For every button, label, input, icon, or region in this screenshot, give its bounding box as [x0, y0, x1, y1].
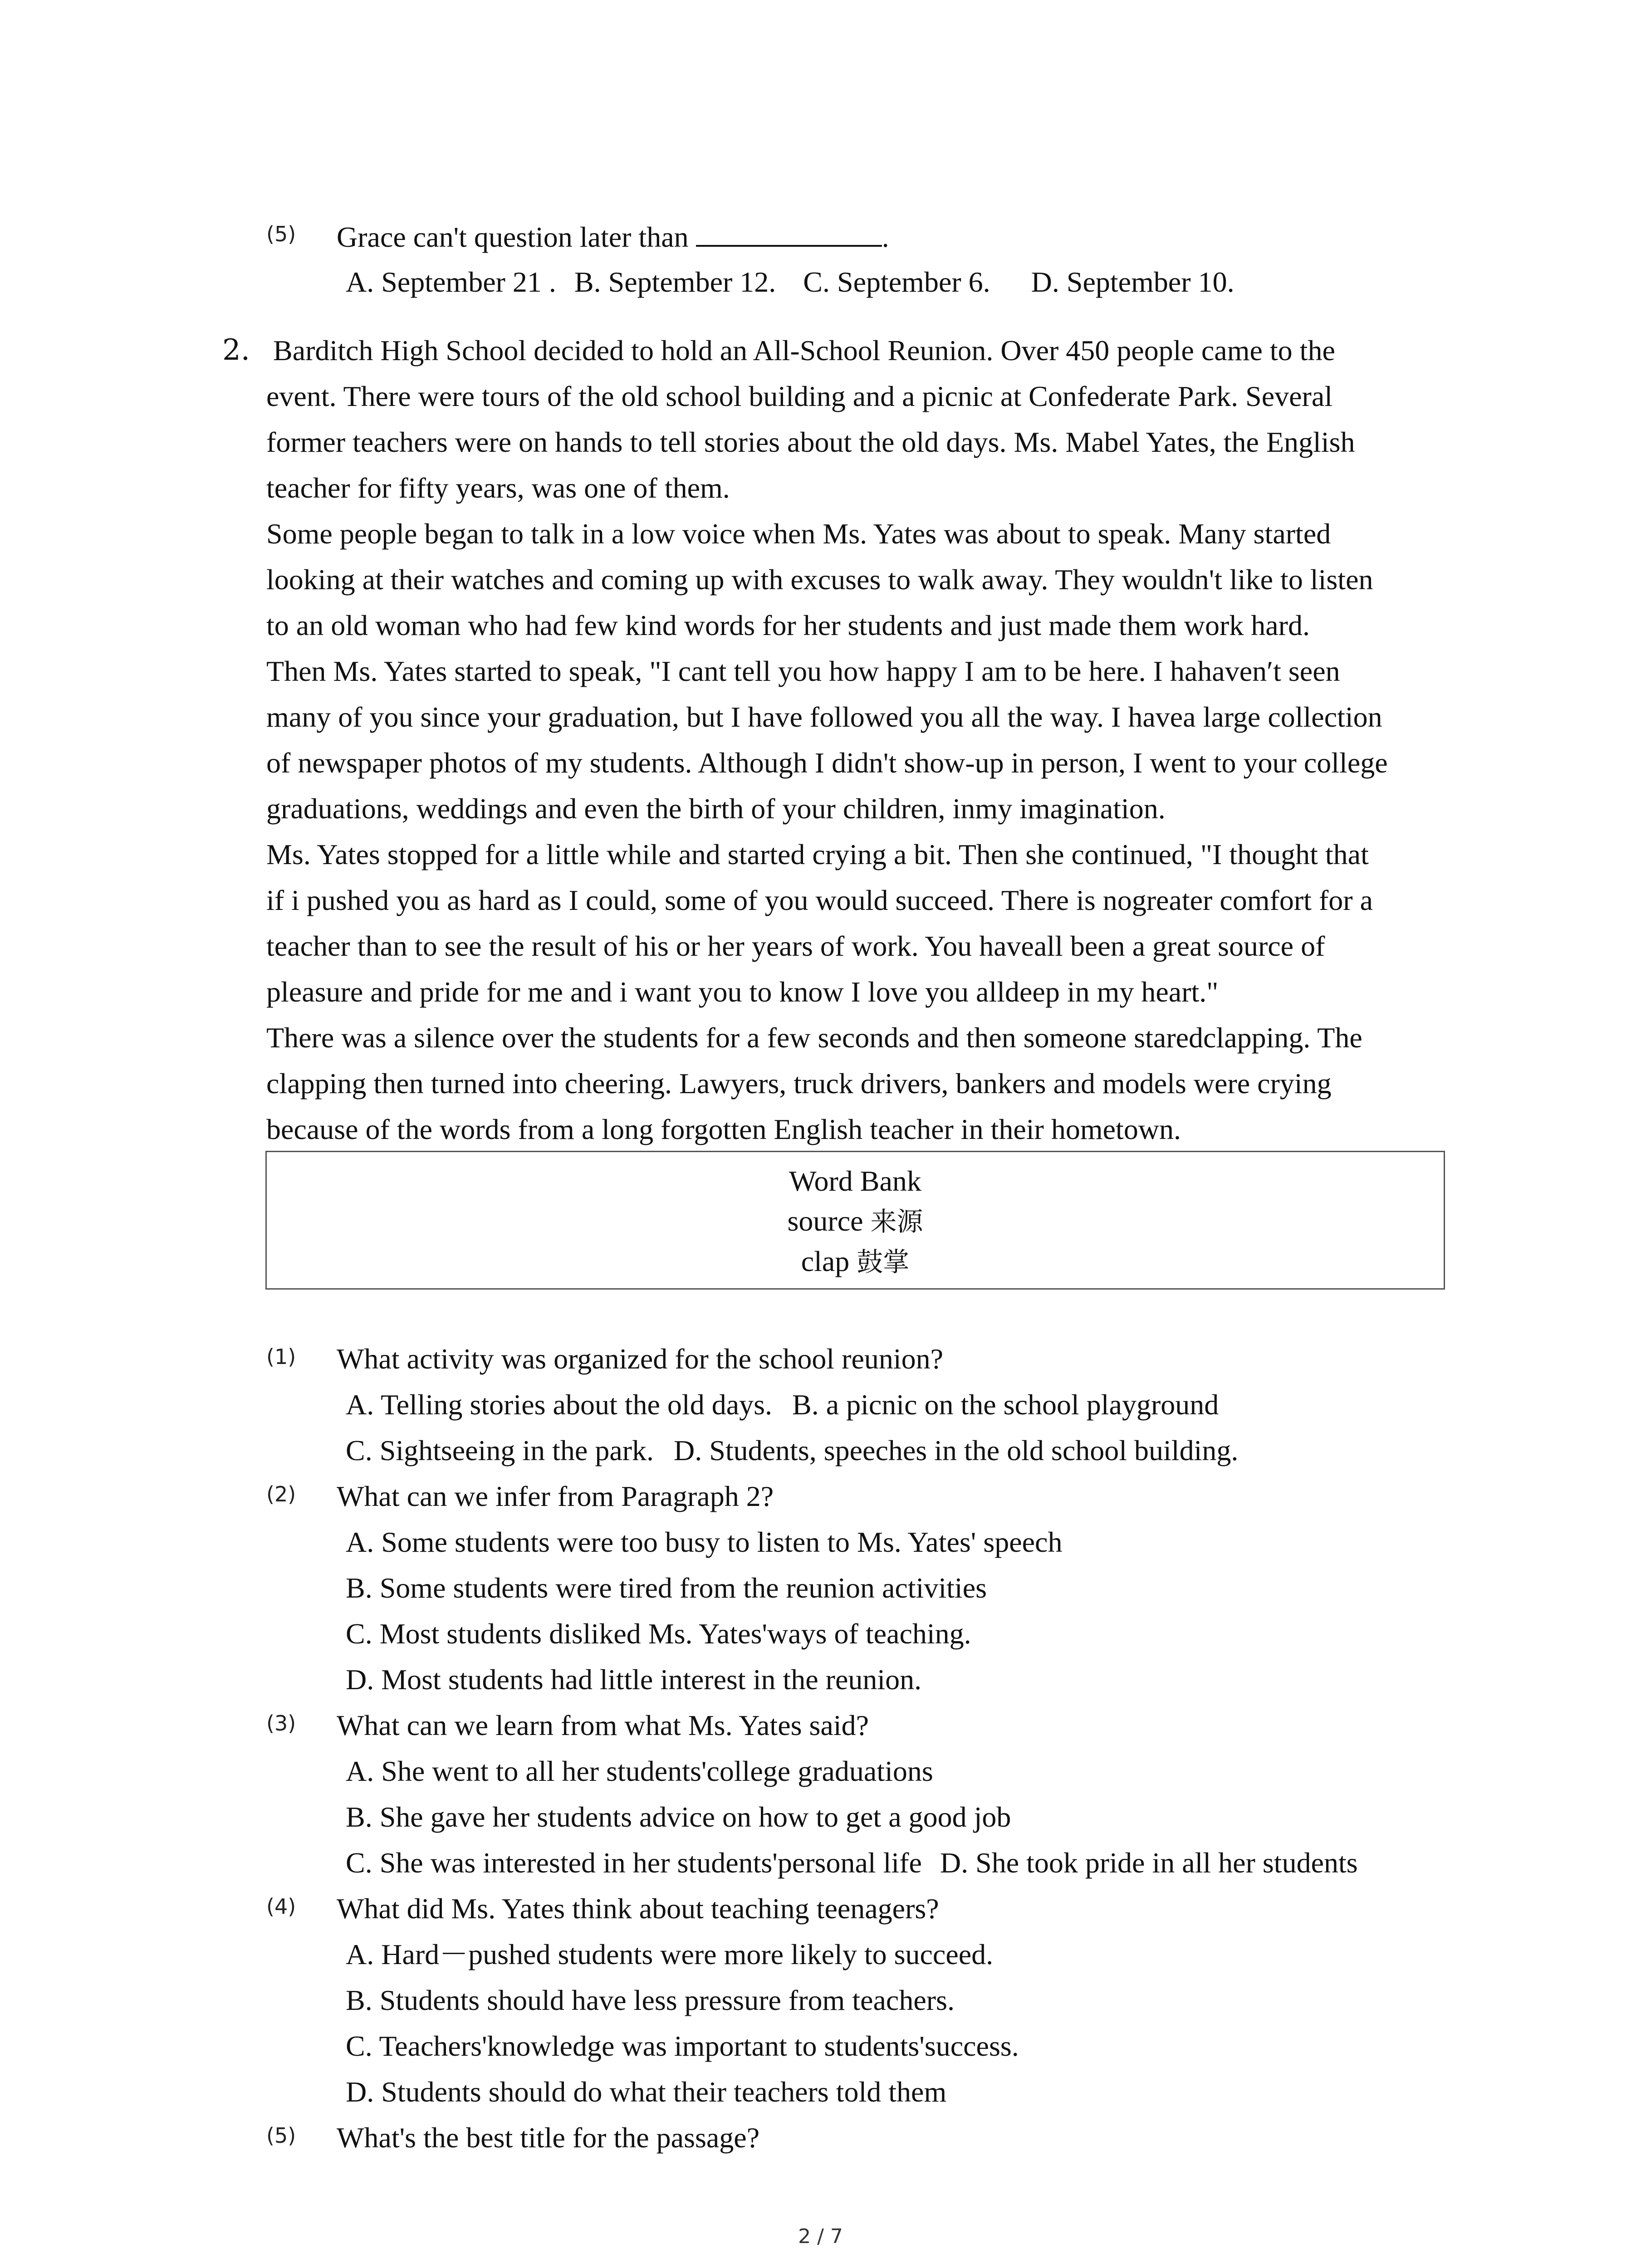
question-1 [266, 1336, 1514, 1382]
question-5 [266, 2115, 1514, 2160]
question-4 [266, 1886, 1514, 1931]
passage-line: Ms. Yates stopped for a little while and started crying a bit. Then she continued, "I thought that [266, 838, 1369, 870]
question-text: What activity was organized for the school reunion? [337, 1343, 944, 1375]
reading-passage [266, 327, 1469, 1152]
option-a: A. Some students were too busy to listen to Ms. Yates' speech [346, 1526, 1063, 1558]
word-bank-entry: source 来源 [787, 1205, 923, 1237]
passage-line: Some people began to talk in a low voice when Ms. Yates was about to speak. Many started [266, 518, 1331, 550]
section-2 [222, 327, 1470, 1152]
option-d: D. September 10. [1031, 266, 1234, 298]
passage-line: event. There were tours of the old school building and a picnic at Confederate Park. Several [266, 380, 1333, 412]
question-text: What can we learn from what Ms. Yates said? [337, 1709, 869, 1741]
passage-line: many of you since your graduation, but I have followed you all the way. I havea large collection [266, 701, 1382, 733]
passage-line: Then Ms. Yates started to speak, "I cant tell you how happy I am to be here. I hahaven′t seen [266, 655, 1340, 687]
options-line [266, 1382, 1514, 1427]
question-number: (3) [266, 1711, 296, 1735]
questions-list [266, 1336, 1514, 2160]
question-text: Grace can't question later than . [337, 213, 889, 260]
question-number: (5) [266, 222, 296, 246]
option-c: C. Teachers'knowledge was important to students'success. [346, 2030, 1019, 2062]
passage-line: pleasure and pride for me and i want you to know I love you alldeep in my heart." [266, 976, 1219, 1008]
options-line [266, 1427, 1514, 1473]
page-number: 2 / 7 [798, 2225, 843, 2248]
word-bank-title: Word Bank [789, 1165, 921, 1197]
passage-line: to an old woman who had few kind words for her students and just made them work hard. [266, 609, 1310, 641]
question-text: What did Ms. Yates think about teaching teenagers? [337, 1892, 939, 1925]
passage-line: There was a silence over the students for a few seconds and then someone staredclapping. The [266, 1022, 1362, 1054]
option-b: B. September 12. [574, 266, 776, 298]
option-b: B. Some students were tired from the reunion activities [346, 1572, 987, 1604]
option-a: A. Telling stories about the old days. [346, 1388, 772, 1421]
option-b: B. Students should have less pressure from teachers. [346, 1984, 955, 2016]
previous-question-5 [266, 213, 1491, 305]
passage-line: because of the words from a long forgotten English teacher in their hometown. [266, 1113, 1181, 1145]
options-line [266, 1840, 1514, 1886]
question-number: (4) [266, 1894, 296, 1919]
question-2 [266, 1473, 1514, 1519]
answer-blank [696, 213, 882, 247]
question-number: (5) [266, 2123, 296, 2148]
passage-line: graduations, weddings and even the birth of your children, inmy imagination. [266, 792, 1166, 825]
option-d: D. Most students had little interest in the reunion. [346, 1663, 922, 1696]
option-d: D. Students should do what their teachers told them [346, 2076, 947, 2108]
question-number: (1) [266, 1344, 296, 1369]
option-a: A. Hard－pushed students were more likely to succeed. [346, 1938, 994, 1970]
options-line [266, 259, 1491, 305]
question-number: (2) [266, 1482, 296, 1506]
passage-line: former teachers were on hands to tell stories about the old days. Ms. Mabel Yates, the English [266, 426, 1355, 458]
passage-line: if i pushed you as hard as I could, some of you would succeed. There is nogreater comfort for a [266, 884, 1373, 916]
passage-line: looking at their watches and coming up with excuses to walk away. They wouldn't like to listen [266, 563, 1373, 596]
option-d: D. Students, speeches in the old school building. [674, 1434, 1239, 1466]
option-c: C. She was interested in her students'personal life [346, 1847, 922, 1879]
option-a: A. September 21 . [346, 266, 556, 298]
passage-line: teacher than to see the result of his or her years of work. You haveall been a great source of [266, 930, 1325, 962]
option-c: C. Most students disliked Ms. Yates'ways of teaching. [346, 1618, 971, 1650]
option-c: C. September 6. [803, 266, 990, 298]
passage-line: of newspaper photos of my students. Although I didn't show-up in person, I went to your college [266, 747, 1388, 779]
passage-line: Barditch High School decided to hold an All-School Reunion. Over 450 people came to the [273, 334, 1335, 367]
option-c: C. Sightseeing in the park. [346, 1434, 654, 1466]
passage-line: teacher for fifty years, was one of them. [266, 472, 730, 504]
word-bank-box [265, 1151, 1445, 1290]
word-bank-entry: clap 鼓掌 [801, 1245, 910, 1277]
passage-line: clapping then turned into cheering. Lawyers, truck drivers, bankers and models were crying [266, 1067, 1332, 1100]
option-b: B. a picnic on the school playground [792, 1388, 1219, 1421]
question-text: What can we infer from Paragraph 2? [337, 1480, 774, 1512]
option-a: A. She went to all her students'college graduations [346, 1755, 933, 1787]
option-d: D. She took pride in all her students [940, 1847, 1358, 1879]
question-text: What's the best title for the passage? [337, 2121, 760, 2154]
option-b: B. She gave her students advice on how to get a good job [346, 1801, 1011, 1833]
section-number: 2. [222, 333, 250, 367]
question-3 [266, 1702, 1514, 1748]
